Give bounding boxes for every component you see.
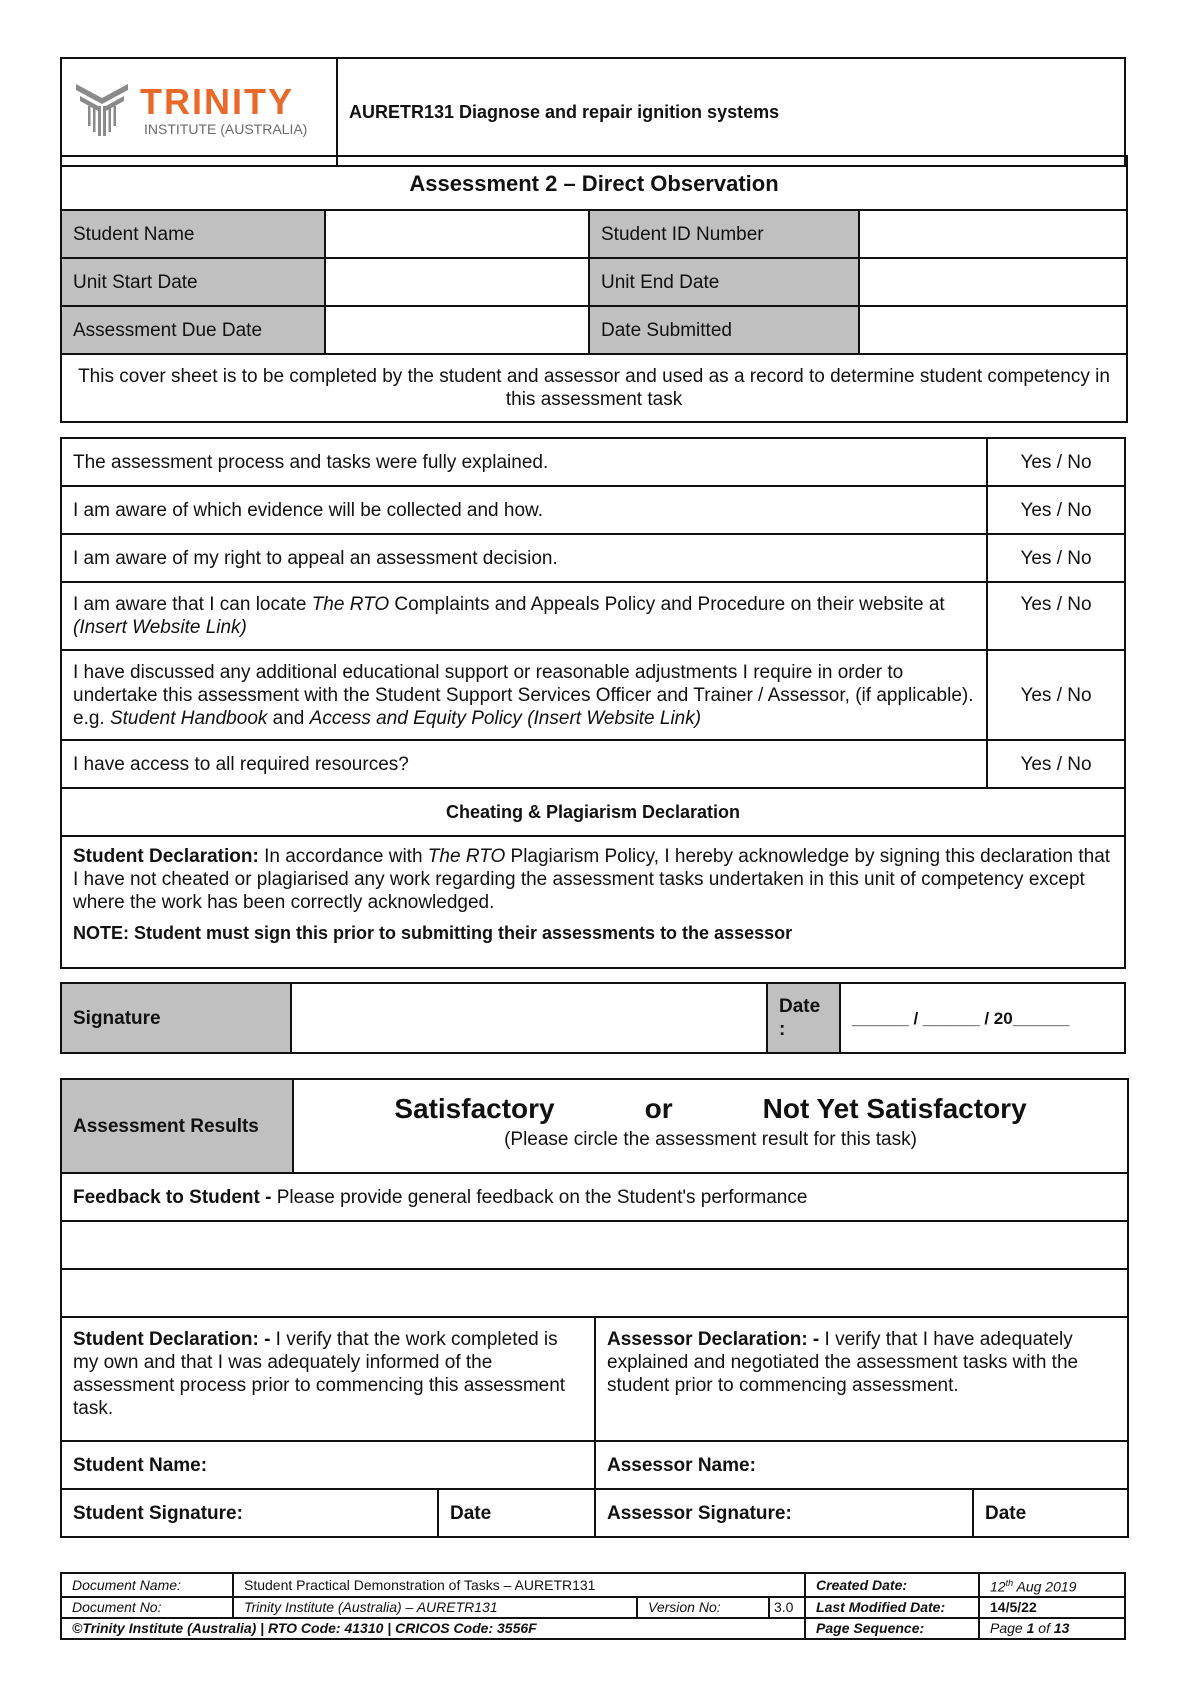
results-label: Assessment Results	[61, 1079, 293, 1173]
checklist-item	[61, 582, 987, 650]
logo-cell	[61, 58, 337, 166]
created-suffix: th	[1005, 1578, 1014, 1588]
page-sequence	[979, 1618, 1125, 1639]
satisfactory-option[interactable]: Satisfactory	[394, 1093, 555, 1124]
signature-label: Signature	[61, 983, 291, 1053]
checklist-text: Complaints and Appeals Policy and Procedure on their website at	[389, 594, 945, 615]
page-label: Page Sequence:	[805, 1618, 979, 1639]
feedback-text: Please provide general feedback on the Student's performance	[271, 1186, 808, 1208]
assessment-cover-table	[60, 155, 1128, 423]
results-options	[293, 1079, 1128, 1173]
checklist-item: I have access to all required resources?	[61, 740, 987, 788]
signature-table	[60, 982, 1126, 1054]
version-label: Version No:	[637, 1597, 769, 1618]
declaration-note: NOTE: Student must sign this prior to submitting their assessments to the assessor	[73, 923, 793, 943]
checklist-text: The RTO	[311, 594, 390, 615]
due-date-label: Assessment Due Date	[61, 306, 325, 354]
or-text: or	[644, 1093, 673, 1124]
student-name-label: Student Name	[61, 210, 325, 258]
yes-no-option[interactable]: Yes / No	[987, 486, 1125, 534]
yes-no-option[interactable]: Yes / No	[987, 740, 1125, 788]
checklist-item: I am aware of my right to appeal an assessment decision.	[61, 534, 987, 582]
page-number: 1	[1026, 1620, 1035, 1637]
modified-label: Last Modified Date:	[805, 1597, 979, 1618]
feedback-input-line[interactable]	[61, 1269, 1128, 1317]
date-submitted-label: Date Submitted	[589, 306, 859, 354]
trinity-logo	[72, 76, 324, 142]
assessor-date-field[interactable]: Date	[973, 1489, 1128, 1537]
yes-no-option[interactable]: Yes / No	[987, 438, 1125, 486]
student-declaration	[61, 1317, 595, 1441]
checklist-text: I am aware that I can locate	[73, 594, 312, 615]
assessment-title: Assessment 2 – Direct Observation	[61, 156, 1127, 210]
declaration-label: Student Declaration:	[73, 846, 259, 867]
created-label: Created Date:	[805, 1573, 979, 1597]
due-date-input[interactable]	[325, 306, 589, 354]
feedback-input-line[interactable]	[61, 1221, 1128, 1269]
page-text: Page	[990, 1620, 1027, 1637]
created-rest: Aug 2019	[1013, 1578, 1077, 1595]
feedback-label: Feedback to Student -	[73, 1186, 272, 1208]
student-id-label: Student ID Number	[589, 210, 859, 258]
assessor-signature-field[interactable]: Assessor Signature:	[595, 1489, 973, 1537]
created-date	[979, 1573, 1125, 1597]
assessor-decl-text: I verify that I have adequately explained and negotiated the assessment tasks with the student prior to commencing assessment.	[607, 1329, 1079, 1396]
page-text: of	[1034, 1620, 1054, 1637]
website-link[interactable]: (Insert Website Link)	[73, 617, 247, 638]
doc-no: Trinity Institute (Australia) – AURETR131	[233, 1597, 637, 1618]
cheating-declaration	[61, 836, 1125, 968]
checklist-item	[61, 650, 987, 740]
student-name-input[interactable]	[325, 210, 589, 258]
declaration-text: The RTO	[427, 846, 506, 867]
doc-no-label: Document No:	[61, 1597, 233, 1618]
copyright: ©Trinity Institute (Australia) | RTO Code: 41310 | CRICOS Code: 3556F	[61, 1618, 805, 1639]
document-footer	[60, 1572, 1126, 1640]
doc-name: Student Practical Demonstration of Tasks – AURETR131	[233, 1573, 805, 1597]
assessor-declaration	[595, 1317, 1128, 1441]
student-signature-field[interactable]: Student Signature:	[61, 1489, 438, 1537]
website-link[interactable]: Access and Equity Policy (Insert Website Link)	[309, 707, 702, 729]
date-label: Date :	[767, 983, 840, 1053]
assessment-results-table	[60, 1078, 1129, 1538]
results-hint: (Please circle the assessment result for this task)	[504, 1129, 917, 1150]
student-decl-label: Student Declaration: -	[73, 1329, 271, 1350]
logo-subtitle: INSTITUTE (AUSTRALIA)	[144, 121, 308, 137]
not-yet-satisfactory-option[interactable]: Not Yet Satisfactory	[762, 1093, 1027, 1124]
unit-start-label: Unit Start Date	[61, 258, 325, 306]
checklist-item: The assessment process and tasks were fully explained.	[61, 438, 987, 486]
yes-no-option[interactable]: Yes / No	[987, 534, 1125, 582]
unit-title: AURETR131 Diagnose and repair ignition systems	[337, 58, 1125, 166]
unit-start-input[interactable]	[325, 258, 589, 306]
declaration-text: Plagiarism Policy, I hereby acknowledge by signing this declaration that I have not cheated or plagiarised any work regarding the assessment tasks undertaken in this unit of competency except where the work has been correctly acknowledged.	[73, 846, 1111, 913]
assessor-name-field[interactable]: Assessor Name:	[595, 1441, 1128, 1489]
checklist-table	[60, 437, 1126, 969]
cheating-title: Cheating & Plagiarism Declaration	[61, 788, 1125, 836]
assessor-decl-label: Assessor Declaration: -	[607, 1329, 820, 1350]
cover-note: This cover sheet is to be completed by the student and assessor and used as a record to determine student competency in this assessment task	[61, 354, 1127, 422]
doc-name-label: Document Name:	[61, 1573, 233, 1597]
checklist-text: Student Handbook	[109, 707, 268, 729]
version: 3.0	[769, 1597, 805, 1618]
checklist-text: and	[267, 707, 310, 729]
yes-no-option[interactable]: Yes / No	[987, 582, 1125, 650]
checklist-item: I am aware of which evidence will be collected and how.	[61, 486, 987, 534]
unit-end-input[interactable]	[859, 258, 1127, 306]
page-total: 13	[1053, 1620, 1070, 1637]
student-name-field[interactable]: Student Name:	[61, 1441, 595, 1489]
declaration-text: In accordance with	[258, 846, 428, 867]
unit-end-label: Unit End Date	[589, 258, 859, 306]
trinity-mark-icon	[76, 84, 128, 136]
feedback-heading	[61, 1173, 1128, 1221]
student-date-field[interactable]: Date	[438, 1489, 595, 1537]
logo-brand: TRINITY	[140, 81, 294, 122]
yes-no-option[interactable]: Yes / No	[987, 650, 1125, 740]
created-day: 12	[990, 1578, 1006, 1595]
date-submitted-input[interactable]	[859, 306, 1127, 354]
checklist-text: I have discussed any additional educational support or reasonable adjustments I require in order to undertake this assessment with the Student Support Services Officer and Trainer / Assessor, (if applicable). e.g.	[73, 661, 974, 729]
student-id-input[interactable]	[859, 210, 1127, 258]
date-input[interactable]: ______ / ______ / 20______	[840, 983, 1125, 1053]
student-decl-text: I verify that the work completed is my own and that I was adequately informed of the assessment process prior to commencing this assessment task.	[73, 1329, 566, 1419]
document-header	[60, 57, 1126, 167]
modified-date: 14/5/22	[979, 1597, 1125, 1618]
signature-input[interactable]	[291, 983, 767, 1053]
